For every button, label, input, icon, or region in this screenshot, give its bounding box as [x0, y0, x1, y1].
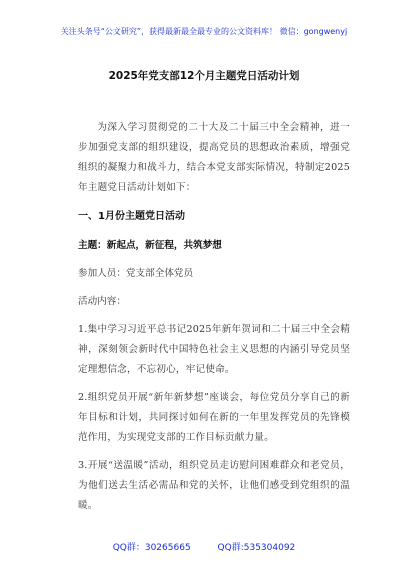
content-label: 活动内容：	[78, 296, 126, 307]
document-body	[78, 118, 350, 516]
activity-item-3: 3.开展“送温暖”活动，组织党员走访慰问困难群众和老党员，为他们送去生活必需品和党的关怀，让他们感受到党组织的温暖。	[78, 460, 350, 511]
document-title: 2025年党支部12个月主题党日活动计划	[108, 70, 300, 82]
activity-item-1: 1.集中学习习近平总书记2025年新年贺词和二十届三中全会精神，深刻领会新时代中国特色社会主义思想的内涵引导党员坚定理想信念，不忘初心，牢记使命。	[78, 324, 350, 375]
footer	[0, 540, 408, 553]
activity-item-2: 2.组织党员开展“新年新梦想”座谈会，每位党员分享自己的新年目标和计划，共同探讨如何在新的一年里发挥党员的先锋模范作用，为实现党支部的工作目标贡献力量。	[78, 392, 350, 443]
section-heading-january: 一、1月份主题党日活动	[78, 211, 185, 222]
footer-qq-group-2: QQ群:535304092	[217, 543, 296, 553]
intro-paragraph: 为深入学习贯彻党的二十大及二十届三中全会精神，进一步加强党支部的组织建设，提高党员的思想政治素质，增强党组织的凝聚力和战斗力，结合本党支部实际情况，特制定2025年主题党日活动计划如下：	[78, 122, 350, 193]
section-theme: 主题：新起点，新征程，共筑梦想	[78, 240, 222, 251]
participants-line: 参加人员：党支部全体党员	[78, 268, 194, 279]
top-banner: 关注头条号“公文研究”，获得最新最全最专业的公文资料库！ 微信：gongwenyj	[60, 27, 348, 36]
footer-qq-group-1: QQ群：30265665	[112, 543, 191, 553]
